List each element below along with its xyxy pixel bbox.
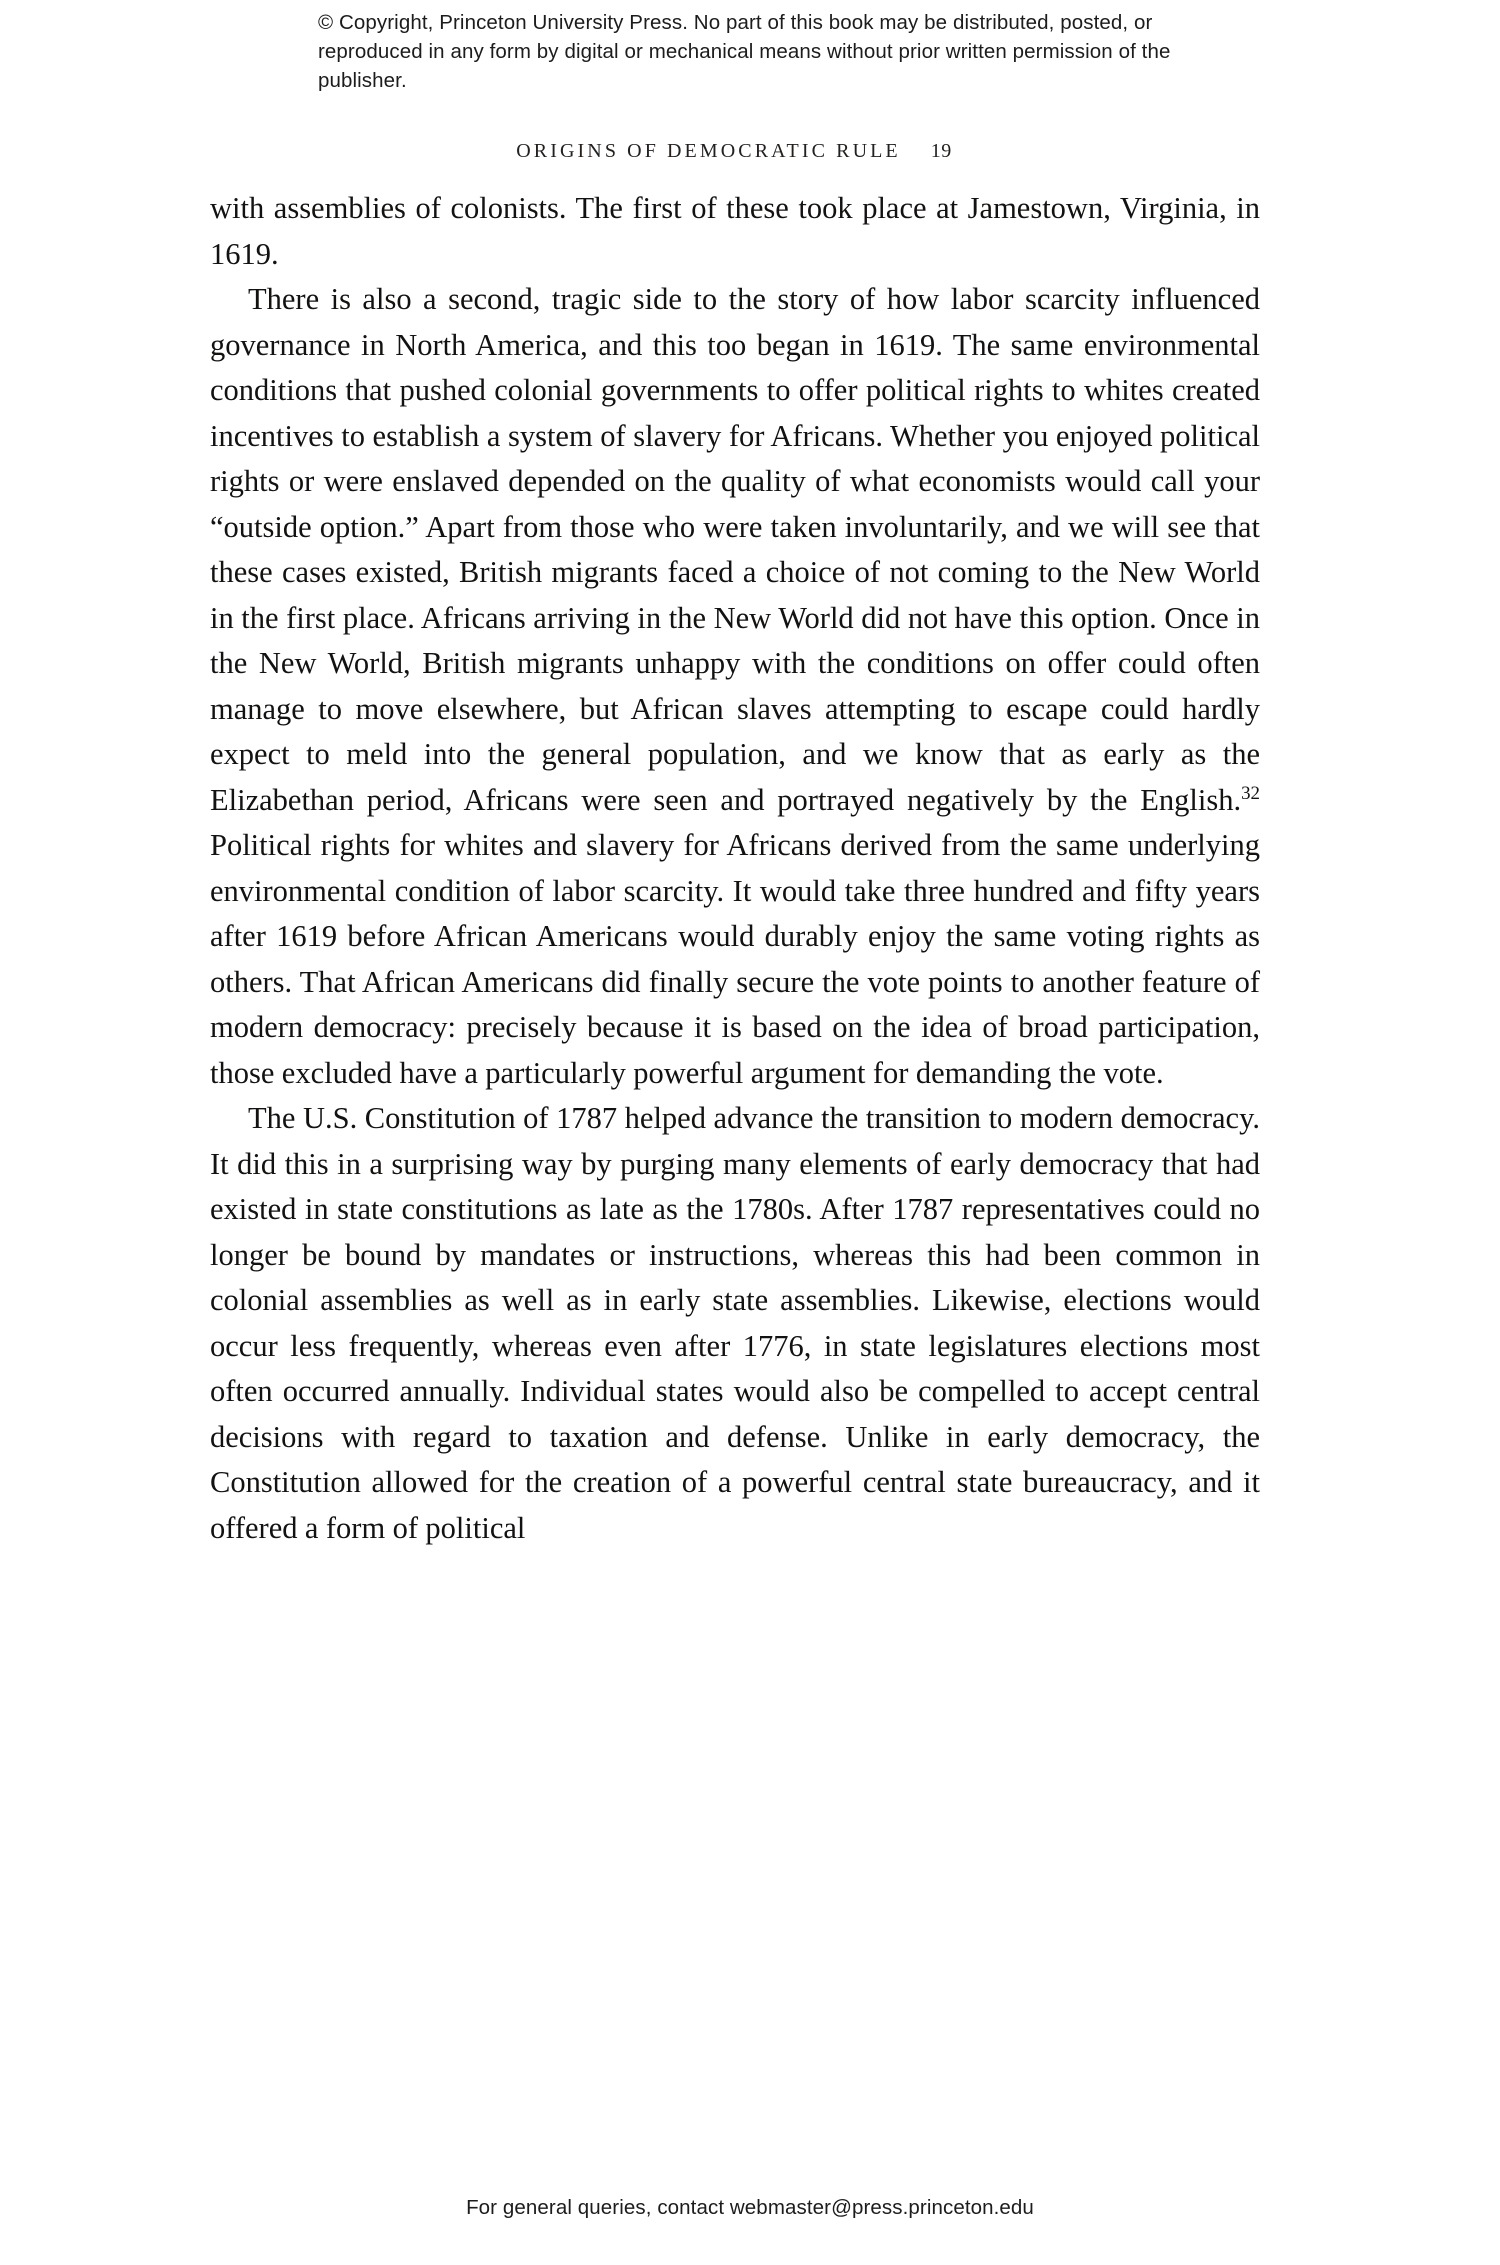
page-number: 19 [930, 140, 952, 162]
paragraph-continued: with assemblies of colonists. The first of these took place at Jamestown, Virginia, in 1619. [210, 191, 1260, 271]
copyright-notice: © Copyright, Princeton University Press. No part of this book may be distributed, posted, or reproduced in any form by digital or mechanical means without prior written permission of the publisher. [318, 11, 1171, 92]
footnote-reference-icon[interactable]: 32 [1241, 782, 1260, 804]
body-text-column [210, 186, 1260, 1551]
footer-contact-note: For general queries, contact webmaster@press.princeton.edu [466, 2196, 1034, 2219]
paragraph-us-constitution: The U.S. Constitution of 1787 helped advance the transition to modern democracy. It did this in a surprising way by purging many elements of early democracy that had existed in state constitutions as late as the 1780s. After 1787 representatives could no longer be bound by mandates or instructions, whereas this had been common in colonial assemblies as well as in early state assemblies. Likewise, elections would occur less frequently, whereas even after 1776, in state legislatures elections most often occurred annually. Individual states would also be compelled to accept central decisions with regard to taxation and defense. Unlike in early democracy, the Constitution allowed for the creation of a powerful central state bureaucracy, and it offered a form of political [210, 1101, 1260, 1545]
paragraph-text-before-footnote: There is also a second, tragic side to the story of how labor scarcity influenced governance in North America, and this too began in 1619. The same environmental conditions that pushed colonial governments to offer political rights to whites created incentives to establish a system of slavery for Africans. Whether you enjoyed political rights or were enslaved depended on the quality of what economists would call your “outside option.” Apart from those who were taken involuntarily, and we will see that these cases existed, British migrants faced a choice of not coming to the New World in the first place. Africans arriving in the New World did not have this option. Once in the New World, British migrants unhappy with the conditions on offer could often manage to move elsewhere, but African slaves attempting to escape could hardly expect to meld into the general population, and we know that as early as the Elizabethan period, Africans were seen and portrayed negatively by the English. [210, 282, 1260, 817]
paragraph-labor-scarcity [210, 277, 1260, 1096]
paragraph-text-after-footnote: Political rights for whites and slavery for Africans derived from the same underlying environmental condition of labor scarcity. It would take three hundred and fifty years after 1619 before African Americans would durably enjoy the same voting rights as others. That African Americans did finally secure the vote points to another feature of modern democracy: precisely because it is based on the idea of broad participation, those excluded have a particularly powerful argument for demanding the vote. [210, 828, 1260, 1090]
running-head [210, 138, 1258, 163]
running-head-title: ORIGINS OF DEMOCRATIC RULE [516, 140, 901, 162]
